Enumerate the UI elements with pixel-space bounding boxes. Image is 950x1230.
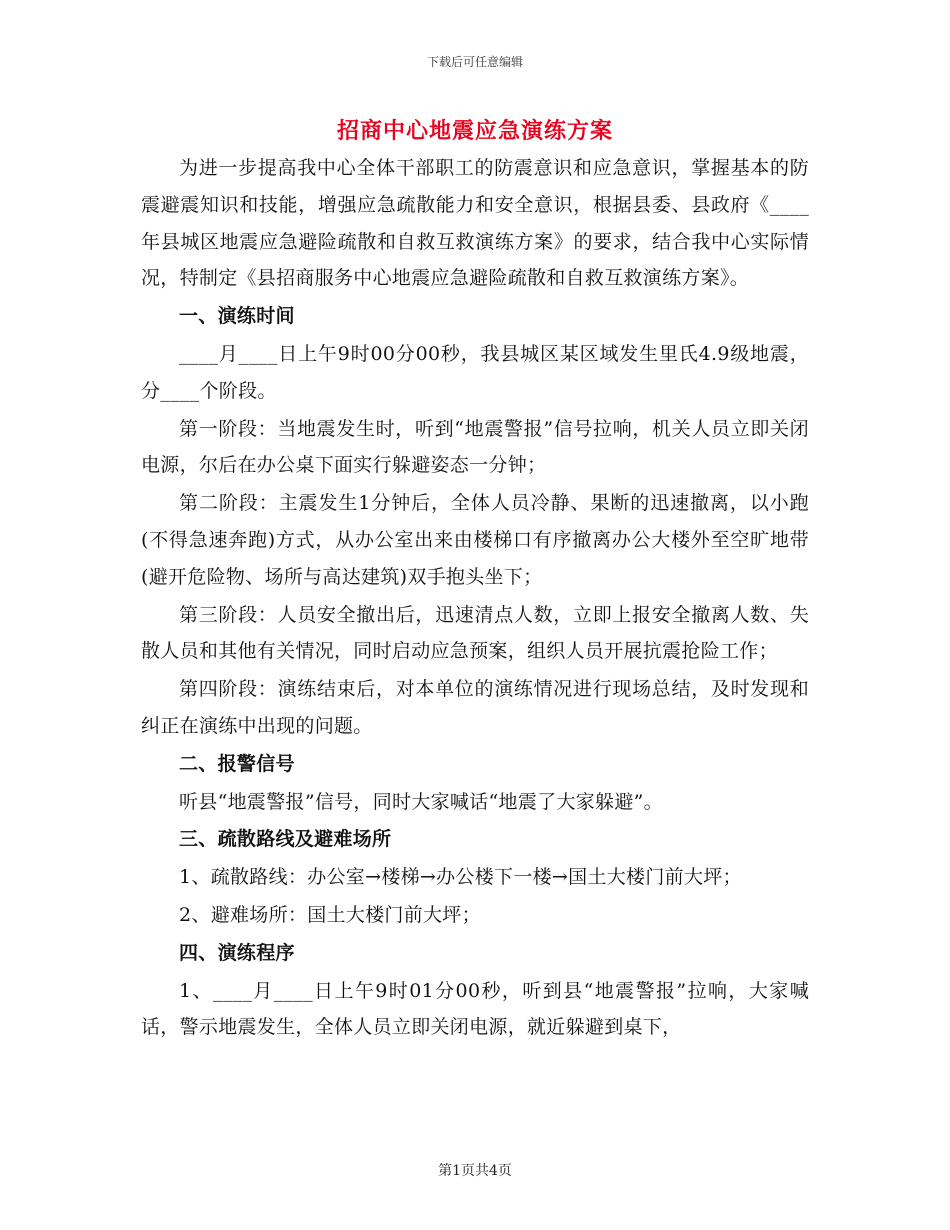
paragraph-stage-1: 第一阶段：当地震发生时，听到“地震警报”信号拉响，机关人员立即关闭电源，尔后在办公桌下面实行躲避姿态一分钟； bbox=[141, 417, 809, 477]
paragraph-procedure-1: 1、____月____日上午9时01分00秒，听到县“地震警报”拉响，大家喊话，警示地震发生，全体人员立即关闭电源，就近躲避到桌下， bbox=[141, 979, 809, 1039]
paragraph-stage-3: 第三阶段：人员安全撤出后，迅速清点人数，立即上报安全撤离人数、失散人员和其他有关情况，同时启动应急预案，组织人员开展抗震抢险工作； bbox=[141, 603, 809, 663]
paragraph-shelter: 2、避难场所：国土大楼门前大坪； bbox=[179, 903, 481, 926]
paragraph-route: 1、疏散路线：办公室→楼梯→办公楼下一楼→国土大楼门前大坪； bbox=[179, 866, 742, 889]
document-title: 招商中心地震应急演练方案 bbox=[336, 118, 613, 144]
intro-paragraph: 为进一步提高我中心全体干部职工的防震意识和应急意识，掌握基本的防震避震知识和技能，增强应急疏散能力和安全意识，根据县委、县政府《____年县城区地震应急避险疏散和自救互救演练方案》的要求，结合我中心实际情况，特制定《县招商服务中心地震应急避险疏散和自救互救演练方案》。 bbox=[141, 157, 809, 290]
paragraph-time: ____月____日上午9时00分00秒，我县城区某区域发生里氏4.9级地震，分____个阶段。 bbox=[141, 342, 809, 402]
page-footer: 第1页共4页 bbox=[438, 1163, 512, 1179]
paragraph-alarm: 听县“地震警报”信号，同时大家喊话“地震了大家躲避”。 bbox=[179, 790, 663, 813]
section-heading-time: 一、演练时间 bbox=[179, 305, 295, 328]
paragraph-stage-4: 第四阶段：演练结束后，对本单位的演练情况进行现场总结，及时发现和纠正在演练中出现的问题。 bbox=[141, 678, 809, 737]
section-heading-alarm: 二、报警信号 bbox=[179, 752, 295, 775]
document-body bbox=[141, 150, 809, 1047]
page-header: 下载后可任意编辑 bbox=[426, 55, 523, 69]
section-heading-procedure: 四、演练程序 bbox=[179, 941, 295, 964]
paragraph-stage-2: 第二阶段：主震发生1分钟后，全体人员冷静、果断的迅速撤离，以小跑(不得急速奔跑)方式，从办公室出来由楼梯口有序撤离办公大楼外至空旷地带(避开危险物、场所与高达建筑)双手抱头坐下； bbox=[141, 492, 809, 588]
section-heading-route: 三、疏散路线及避难场所 bbox=[179, 828, 392, 851]
